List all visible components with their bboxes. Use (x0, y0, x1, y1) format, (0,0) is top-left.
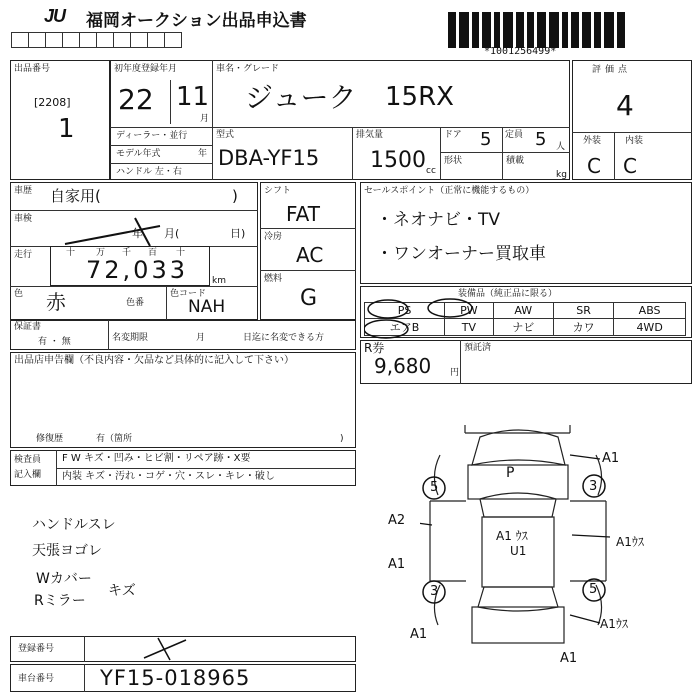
note-1: ハンドルスレ (32, 517, 116, 533)
note-2: 天張ヨゴレ (32, 543, 102, 559)
color-code: NAH (188, 297, 226, 317)
mark-5-front-left: 5 (430, 480, 439, 495)
score-value: 4 (616, 89, 634, 122)
color-code-label: 色コード (170, 289, 207, 299)
recycle-deposit-label: 預託済 (464, 343, 492, 353)
shift-value: FAT (286, 202, 321, 226)
capacity-unit: 人 (556, 142, 566, 152)
mark-a1-rear-bottom: A1 (560, 651, 578, 666)
ac-label: 冷房 (264, 232, 283, 242)
doors-label: ドア (444, 130, 462, 140)
chassis-value: YF15-018965 (100, 666, 251, 690)
mark-5-rear-right: 5 (589, 582, 598, 597)
displacement-unit: cc (426, 166, 436, 176)
capacity-value: 5 (535, 129, 547, 150)
displacement-value: 1500 (370, 148, 426, 173)
equip-ps: PS (365, 303, 445, 319)
type-label: 型式 (216, 130, 235, 140)
brand-logo: JU (44, 6, 66, 26)
inspection-label: 車検 (14, 214, 33, 224)
recycle-label: R券 (364, 341, 385, 355)
capacity-label: 定員 (505, 130, 524, 140)
mark-3-rear-left: 3 (430, 584, 439, 599)
ac-value: AC (296, 243, 324, 267)
mark-a1-bottom-left: A1 (410, 627, 428, 642)
mark-a1-roof: A1 ｳｽ (496, 529, 528, 543)
equip-sr: SR (553, 303, 613, 319)
inspection-day: 日) (230, 227, 246, 240)
mileage-digit-0: 十 (66, 248, 76, 258)
color-value: 赤 (46, 290, 66, 314)
score-label: 評価点 (592, 65, 632, 75)
load-unit: kg (556, 170, 567, 180)
mileage-digit-4: 十 (176, 248, 186, 258)
lot-label: 出品番号 (14, 64, 51, 74)
note-5: キズ (108, 583, 136, 599)
usage-value: 自家用( (50, 187, 101, 205)
chassis-label: 車台番号 (18, 674, 55, 684)
fuel-value: G (300, 286, 318, 311)
equip-abs: ABS (614, 303, 686, 319)
model-year-unit: 年 (198, 149, 208, 159)
header-cells (12, 32, 182, 48)
handle-label: ハンドル 左・右 (116, 167, 182, 177)
equip-aw: AW (493, 303, 553, 319)
equipment-label: 装備品（純正品に限る） (458, 289, 558, 299)
mileage-label: 走行 (14, 250, 33, 260)
plate-cross-mark (140, 636, 190, 662)
note-3: Wカバー (36, 571, 92, 587)
doors-value: 5 (480, 129, 492, 150)
recycle-amount: 9,680 (374, 354, 432, 378)
barcode-number: *1001256499* (484, 46, 557, 57)
dealer-label: ディーラー・並行 (116, 131, 188, 141)
sales-points-label: セールスポイント（正常に機能するもの） (364, 186, 535, 196)
shift-label: シフト (264, 186, 292, 196)
mark-a1-front (600, 452, 601, 453)
inspector-row2: 内装 キズ・汚れ・コゲ・穴・スレ・キレ・破し (62, 471, 275, 482)
mileage-digit-2: 千 (122, 248, 132, 258)
repair-value: 有（箇所 (96, 434, 133, 444)
equip-airbag: エアB (365, 319, 445, 336)
transfer-unit: 月 (196, 333, 206, 343)
interior-value: C (623, 154, 637, 178)
mileage-digit-1: 万 (96, 248, 106, 258)
inspection-month: 月( (164, 227, 180, 240)
registration-month: 11 (176, 82, 210, 112)
type-code: DBA-YF15 (218, 146, 320, 170)
mileage-unit: km (212, 276, 226, 286)
model-year-label: モデル年式 (116, 149, 161, 159)
registration-month-unit: 月 (200, 114, 210, 124)
displacement-label: 排気量 (356, 130, 384, 140)
repair-close: ) (340, 434, 344, 444)
inspector-label2: 記入欄 (14, 470, 42, 480)
load-label: 積載 (506, 156, 525, 166)
equip-pw: PW (445, 303, 494, 319)
fuel-label: 燃料 (264, 274, 283, 284)
equip-leather: カワ (553, 319, 613, 336)
lot-code: [2208] (34, 96, 71, 109)
registration-year: 22 (118, 83, 154, 116)
color-label: 色 (14, 289, 24, 299)
mark-3-front-right: 3 (589, 479, 598, 494)
shape-label: 形状 (444, 156, 463, 166)
form-title: 福岡オークション出品申込書 (86, 11, 307, 30)
exterior-label: 外装 (583, 136, 602, 146)
equip-4wd: 4WD (614, 319, 686, 336)
usage-label: 車歴 (14, 186, 33, 196)
mark-p: P (506, 465, 515, 481)
warranty-options: 有 ・ 無 (38, 337, 71, 347)
model-grade: 15RX (385, 82, 454, 112)
mark-a1-right: A1ｳｽ (616, 535, 644, 549)
exterior-value: C (587, 154, 601, 178)
sales-points-line1: ・ネオナビ・TV (376, 210, 501, 230)
equip-navi: ナビ (493, 319, 553, 336)
barcode (448, 12, 628, 48)
mark-a1-rear-right: A1ｳｽ (600, 617, 628, 631)
color-number-label: 色番 (126, 298, 145, 308)
equipment-circle-marks (364, 296, 484, 342)
sales-points-line2: ・ワンオーナー買取車 (376, 244, 546, 264)
repair-label: 修復歴 (36, 434, 64, 444)
vehicle-box (110, 60, 570, 180)
mark-a1-left: A1 (388, 557, 406, 572)
transfer-note: 日迄に名変できる方 (243, 333, 325, 343)
inspection-cross-mark (60, 214, 170, 248)
recycle-unit: 円 (450, 368, 460, 378)
inspection-year: 年 (132, 227, 143, 240)
mark-a2: A2 (388, 513, 406, 528)
warranty-label: 保証書 (14, 322, 42, 332)
note-4: Rミラー (34, 593, 86, 609)
declaration-label: 出品店申告欄（不良内容・欠品など具体的に記入して下さい） (14, 355, 294, 366)
mileage-value: 72,033 (86, 256, 188, 284)
plate-label: 登録番号 (18, 644, 55, 654)
usage-close: ) (232, 187, 238, 205)
inspector-label1: 検査員 (14, 455, 42, 465)
mark-u1: U1 (510, 544, 527, 558)
lot-number: 1 (58, 114, 75, 144)
registration-label: 初年度登録年月 (114, 64, 178, 74)
model-label: 車名・グレード (216, 64, 280, 74)
model-name: ジューク (245, 81, 357, 114)
mileage-digit-3: 百 (148, 248, 158, 258)
mark-a1-top-right: A1 (602, 451, 620, 466)
sales-points-box (360, 182, 692, 284)
transfer-label: 名変期限 (112, 333, 149, 343)
equip-tv: TV (445, 319, 494, 336)
interior-label: 内装 (625, 136, 644, 146)
inspector-row1: F W キズ・凹み・ヒビ割・リペア跡・X要 (62, 453, 251, 464)
